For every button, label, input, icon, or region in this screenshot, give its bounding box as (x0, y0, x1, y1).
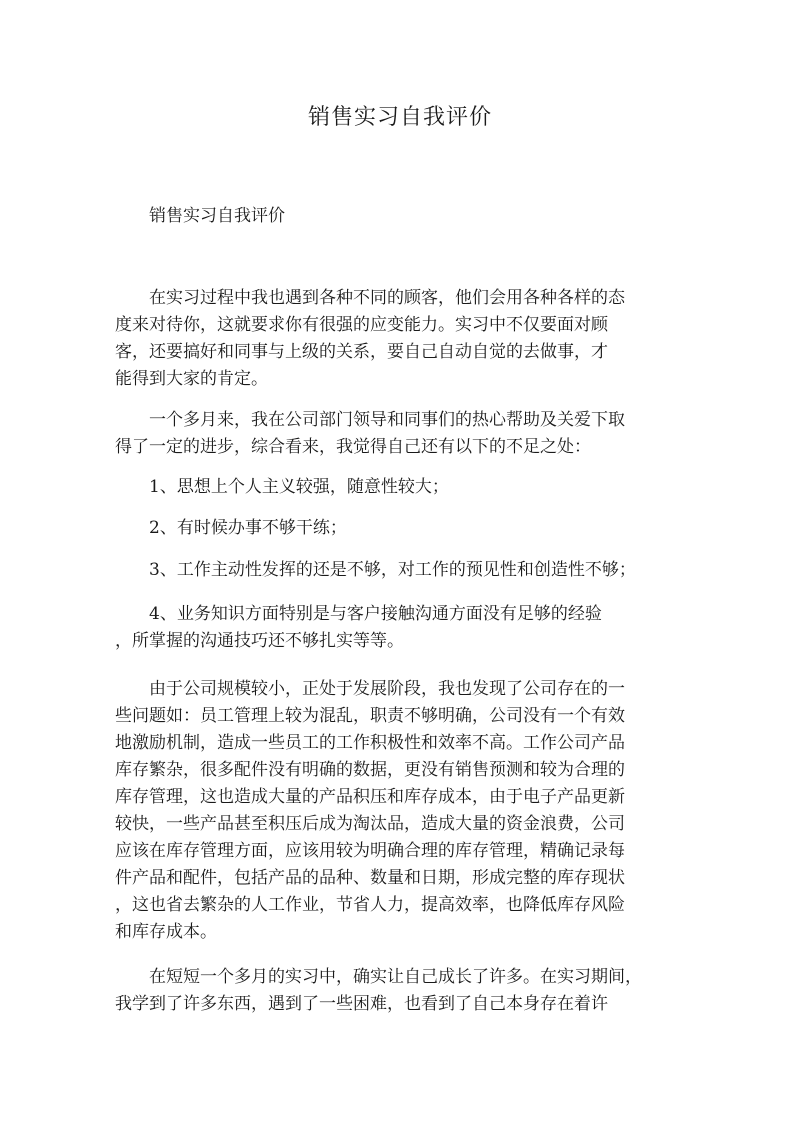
paragraph-intro (115, 285, 655, 393)
text-line: 较快，一些产品甚至积压后成为淘汰品，造成大量的资金浪费，公司 (115, 814, 625, 834)
text-line: 能得到大家的肯定。 (115, 369, 268, 389)
text-line: 4、业务知识方面特别是与客户接触沟通方面没有足够的经验 (149, 604, 602, 624)
paragraph-growth (115, 964, 655, 1018)
list-item-2 (115, 515, 655, 542)
text-line: 在实习过程中我也遇到各种不同的顾客，他们会用各种各样的态 (149, 288, 625, 308)
text-line: 在短短一个多月的实习中，确实让自己成长了许多。在实习期间， (149, 967, 642, 987)
list-item-4 (115, 601, 655, 655)
list-item-1 (115, 474, 655, 501)
text-line: 地激励机制，造成一些员工的工作积极性和效率不高。工作公司产品 (115, 733, 625, 753)
text-line: 1、思想上个人主义较强，随意性较大； (149, 477, 449, 497)
text-line: 得了一定的进步，综合看来，我觉得自己还有以下的不足之处： (115, 437, 591, 457)
text-line: 度来对待你，这就要求你有很强的应变能力。实习中不仅要面对顾 (115, 315, 608, 335)
document-subtitle: 销售实习自我评价 (149, 206, 285, 226)
text-line: 2、有时候办事不够干练； (149, 518, 347, 538)
text-line: 客，还要搞好和同事与上级的关系，要自己自动自觉的去做事，才 (115, 342, 608, 362)
text-line: ，这也省去繁杂的人工作业，节省人力，提高效率，也降低库存风险 (115, 895, 625, 915)
document-title: 销售实习自我评价 (307, 105, 492, 130)
text-line: 一个多月来，我在公司部门领导和同事们的热心帮助及关爱下取 (149, 410, 625, 430)
text-line: 库存管理，这也造成大量的产品积压和库存成本，由于电子产品更新 (115, 787, 625, 807)
list-item-3 (115, 557, 655, 584)
text-line: 和库存成本。 (115, 922, 217, 942)
text-line: 些问题如：员工管理上较为混乱，职责不够明确，公司没有一个有效 (115, 706, 625, 726)
text-line: 3、工作主动性发挥的还是不够，对工作的预见性和创造性不够； (149, 560, 636, 580)
text-line: 件产品和配件，包括产品的品种、数量和日期，形成完整的库存现状 (115, 868, 625, 888)
paragraph-company-issues (115, 676, 655, 946)
text-line: 库存繁杂，很多配件没有明确的数据，更没有销售预测和较为合理的 (115, 760, 625, 780)
text-line: ，所掌握的沟通技巧还不够扎实等等。 (115, 631, 404, 651)
text-line: 由于公司规模较小，正处于发展阶段，我也发现了公司存在的一 (149, 679, 625, 699)
text-line: 应该在库存管理方面，应该用较为明确合理的库存管理，精确记录每 (115, 841, 625, 861)
text-line: 我学到了许多东西，遇到了一些困难，也看到了自己本身存在着许 (115, 994, 608, 1014)
paragraph-shortcomings-intro (115, 407, 655, 461)
